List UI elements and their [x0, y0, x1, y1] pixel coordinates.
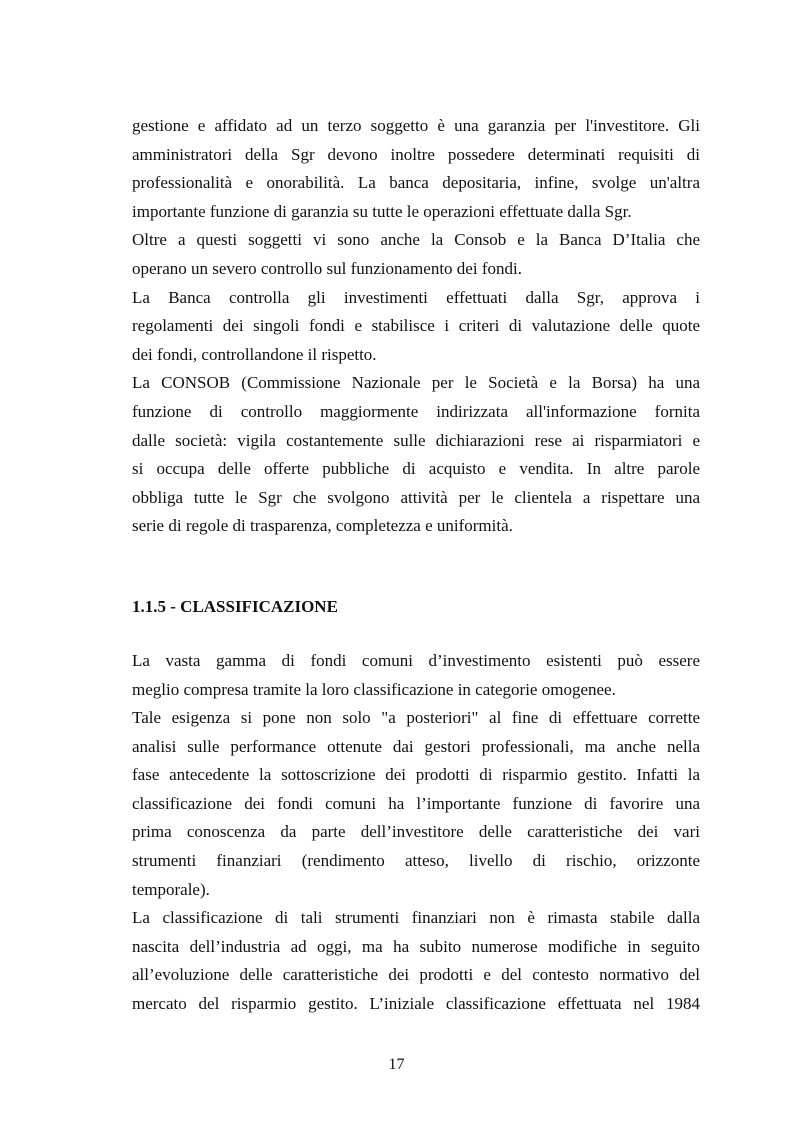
- text-line: amministratori della Sgr devono inoltre possedere determinati requisiti di: [132, 144, 700, 164]
- paragraph: [132, 112, 700, 226]
- text-line: dei fondi, controllandone il rispetto.: [132, 344, 377, 364]
- text-block-top: [132, 112, 700, 541]
- text-line: meglio compresa tramite la loro classificazione in categorie omogenee.: [132, 679, 616, 699]
- text-line: mercato del risparmio gestito. L’iniziale classificazione effettuata nel 1984: [132, 994, 700, 1014]
- text-line: La classificazione di tali strumenti finanziari non è rimasta stabile dalla: [132, 908, 700, 928]
- text-line: analisi sulle performance ottenute dai gestori professionali, ma anche nella: [132, 736, 700, 756]
- page-number: 17: [388, 1056, 405, 1073]
- text-line: temporale).: [132, 879, 210, 899]
- text-line: classificazione dei fondi comuni ha l’importante funzione di favorire una: [132, 793, 700, 813]
- text-line: professionalità e onorabilità. La banca depositaria, infine, svolge un'altra: [132, 173, 700, 193]
- paragraph: [132, 369, 700, 541]
- text-line: gestione e affidato ad un terzo soggetto è una garanzia per l'investitore. Gli: [132, 116, 700, 135]
- text-line: Tale esigenza si pone non solo "a posteriori" al fine di effettuare corrette: [132, 708, 700, 728]
- document-page: [132, 112, 700, 1019]
- paragraph: [132, 226, 700, 283]
- text-line: nascita dell’industria ad oggi, ma ha subito numerose modifiche in seguito: [132, 936, 700, 956]
- text-line: dalle società: vigila costantemente sulle dichiarazioni rese ai risparmiatori e: [132, 430, 700, 450]
- text-line: funzione di controllo maggiormente indirizzata all'informazione fornita: [132, 401, 700, 421]
- text-line: regolamenti dei singoli fondi e stabilisce i criteri di valutazione delle quote: [132, 316, 700, 336]
- text-line: obbliga tutte le Sgr che svolgono attività per le clientela a rispettare una: [132, 487, 700, 507]
- text-line: La Banca controlla gli investimenti effettuati dalla Sgr, approva i: [132, 287, 700, 307]
- text-line: fase antecedente la sottoscrizione dei prodotti di risparmio gestito. Infatti la: [132, 765, 700, 785]
- text-line: strumenti finanziari (rendimento atteso, livello di rischio, orizzonte: [132, 851, 700, 871]
- paragraph: [132, 647, 700, 704]
- text-line: all’evoluzione delle caratteristiche dei prodotti e del contesto normativo del: [132, 965, 700, 985]
- text-line: importante funzione di garanzia su tutte le operazioni effettuate dalla Sgr.: [132, 201, 632, 221]
- text-block-bottom: [132, 647, 700, 1019]
- text-line: prima conoscenza da parte dell’investitore delle caratteristiche dei vari: [132, 822, 700, 842]
- text-line: Oltre a questi soggetti vi sono anche la Consob e la Banca D’Italia che: [132, 230, 700, 250]
- text-line: La vasta gamma di fondi comuni d’investimento esistenti può essere: [132, 650, 700, 670]
- text-line: serie di regole di trasparenza, completezza e uniformità.: [132, 516, 513, 536]
- section-heading: 1.1.5 - CLASSIFICAZIONE: [132, 596, 338, 616]
- paragraph: [132, 284, 700, 370]
- paragraph: [132, 704, 700, 904]
- paragraph: [132, 904, 700, 1018]
- text-line: operano un severo controllo sul funzionamento dei fondi.: [132, 258, 522, 278]
- text-line: si occupa delle offerte pubbliche di acquisto e vendita. In altre parole: [132, 459, 700, 479]
- text-line: La CONSOB (Commissione Nazionale per le Società e la Borsa) ha una: [132, 373, 700, 393]
